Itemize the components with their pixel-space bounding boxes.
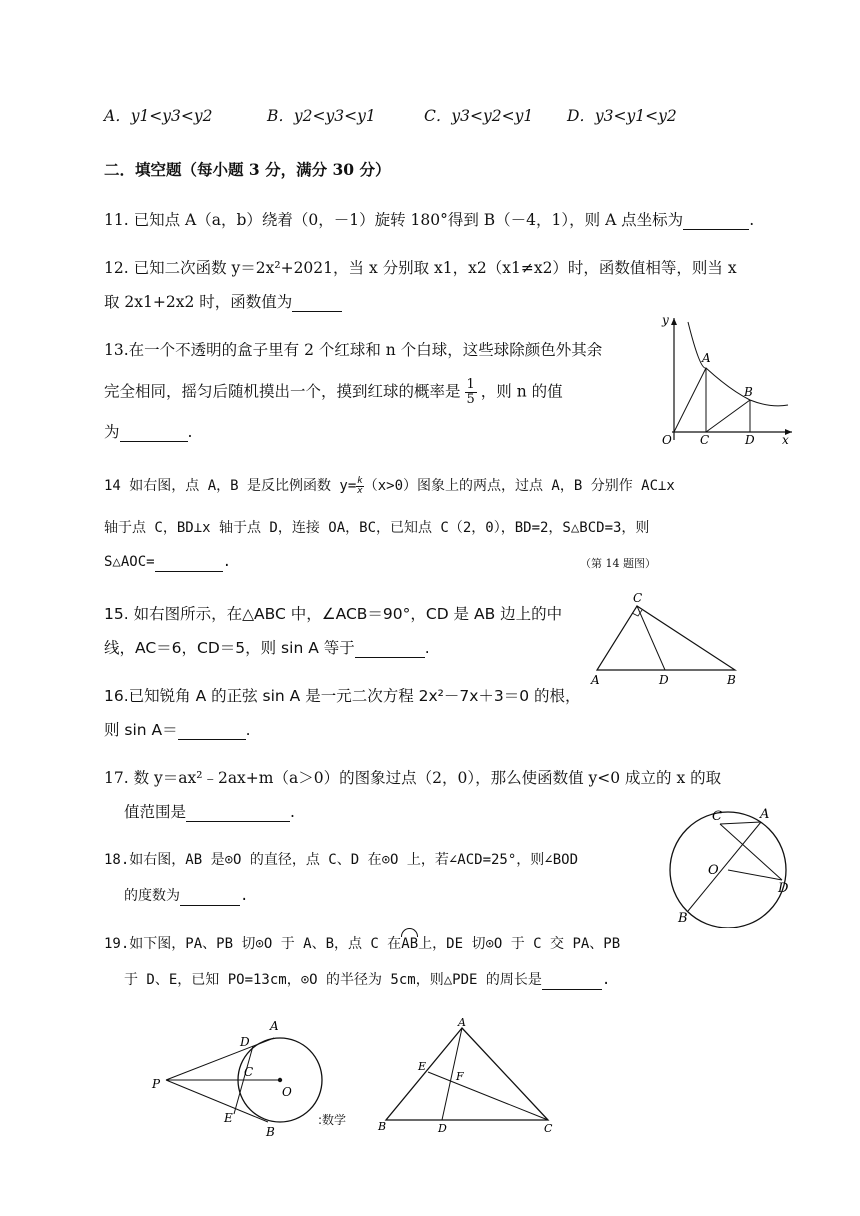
question-15-line1: 15. 如右图所示，在△ABC 中，∠ACB＝90°，CD 是 AB 边上的中: [104, 605, 563, 623]
label-d: D: [240, 1035, 250, 1049]
question-13-line2a: 完全相同，摇匀后随机摸出一个，摸到红球的概率是: [104, 382, 461, 401]
figure-18: [660, 808, 800, 928]
option-a: A．y1<y3<y2: [104, 107, 213, 125]
segment-oa: [674, 368, 706, 432]
question-16-line1: 16.已知锐角 A 的正弦 sin A 是一元二次方程 2x²－7x＋3＝0 的根，: [104, 687, 581, 705]
question-14-line1a: 14 如右图，点 A，B 是反比例函数 y=: [104, 478, 357, 494]
y-arrow: [671, 318, 677, 325]
question-13-line3-text: 为: [104, 423, 120, 441]
label-e: E: [418, 1060, 427, 1073]
label-c: C: [712, 809, 722, 824]
label-a: A: [270, 1019, 279, 1033]
question-12-line1: 12. 已知二次函数 y＝2x²+2021，当 x 分别取 x1，x2（x1≠x2）时，函数值相等，则当 x: [104, 259, 737, 277]
question-16-line2-text: 则 sin A＝: [104, 721, 178, 739]
question-15-line2-text: 线，AC＝6，CD＝5，则 sin A 等于: [104, 639, 355, 657]
question-19-line1a: 19.如下图，PA、PB 切⊙O 于 A、B，点 C 在: [104, 936, 402, 952]
question-11: 11. 已知点 A（a，b）绕着（0，－1）旋转 180°得到 B（－4，1），则 A 点坐标为 .: [104, 211, 755, 229]
answer-blank[interactable]: [542, 973, 602, 990]
figure-14: [640, 310, 800, 450]
label-d: D: [659, 673, 669, 687]
question-16-line2: 则 sin A＝ .: [104, 721, 251, 739]
question-17-line2-text: 值范围是: [124, 803, 187, 821]
segment-ec: [428, 1072, 548, 1120]
tangent-pa: [166, 1038, 274, 1080]
figure-19: [140, 1014, 340, 1144]
option-c: C．y3<y2<y1: [424, 107, 534, 125]
fraction-one-fifth: [465, 378, 477, 407]
label-b: B: [378, 1120, 387, 1133]
question-13-line2: [104, 378, 563, 407]
question-12-line2: [104, 292, 342, 312]
label-x: x: [782, 433, 789, 447]
answer-blank[interactable]: [120, 425, 188, 442]
label-d: D: [438, 1122, 447, 1135]
label-d: D: [778, 881, 789, 896]
label-o: O: [282, 1085, 292, 1099]
label-a: A: [702, 351, 711, 365]
chord-ca: [720, 822, 761, 824]
question-13-line2b: ，则 n 的值: [480, 382, 563, 401]
option-d: D．y3<y1<y2: [567, 107, 677, 125]
label-b: B: [727, 673, 736, 687]
question-14-line1b: （x>0）图象上的两点，过点 A，B 分别作 AC⊥x: [363, 478, 675, 494]
frac-num: k: [357, 475, 363, 486]
label-o: O: [708, 863, 719, 878]
question-13-line1: 13.在一个不透明的盒子里有 2 个红球和 n 个白球，这些球除颜色外其余: [104, 341, 603, 359]
label-d: D: [745, 433, 755, 447]
figure-15: [585, 588, 745, 688]
question-15-line2: 线，AC＝6，CD＝5，则 sin A 等于 .: [104, 639, 430, 657]
question-19-line1b: 上，DE 切⊙O 于 C 交 PA、PB: [418, 936, 621, 952]
answer-blank[interactable]: [180, 889, 240, 906]
question-18-line2-text: 的度数为: [124, 888, 180, 904]
triangle-abc: [386, 1028, 548, 1120]
answer-blank[interactable]: [155, 555, 223, 572]
center-dot: [278, 1078, 282, 1082]
question-14-line3: S△AOC= .: [104, 554, 232, 570]
label-f: F: [456, 1070, 464, 1083]
label-p: P: [152, 1077, 161, 1091]
label-a: A: [458, 1016, 466, 1029]
question-13-line3: 为 .: [104, 423, 193, 441]
answer-blank[interactable]: [186, 805, 290, 822]
label-a: A: [760, 808, 770, 822]
frac-num: 1: [466, 377, 475, 392]
answer-blank[interactable]: [178, 723, 246, 740]
label-c: C: [633, 591, 643, 605]
question-18-line1: 18.如右图，AB 是⊙O 的直径，点 C、D 在⊙O 上，若∠ACD=25°，则∠BOD: [104, 852, 579, 868]
diameter-ab: [688, 822, 761, 911]
question-14-line3-text: S△AOC=: [104, 554, 155, 570]
arc-ab: AB: [401, 936, 419, 952]
question-19-line2-text: 于 D、E，已知 PO=13cm，⊙O 的半径为 5cm，则△PDE 的周长是: [124, 972, 542, 988]
question-11-text: 11. 已知点 A（a，b）绕着（0，－1）旋转 180°得到 B（－4，1），则 A 点坐标为: [104, 211, 684, 229]
option-b: B．y2<y3<y1: [267, 107, 376, 125]
section-title: 二．填空题（每小题 3 分，满分 30 分）: [104, 160, 391, 179]
answer-blank[interactable]: [355, 641, 425, 658]
question-14-line2: 轴于点 C，BD⊥x 轴于点 D，连接 OA，BC，已知点 C（2，0），BD=2，S△BCD=3，则: [104, 520, 650, 536]
label-y: y: [662, 313, 669, 327]
figure-triangle: [370, 1014, 570, 1144]
question-12-line2-text: 取 2x1+2x2 时，函数值为: [104, 293, 293, 311]
label-b: B: [744, 385, 753, 399]
question-18-line2: 的度数为 .: [124, 888, 249, 904]
label-o: O: [662, 433, 672, 447]
label-c: C: [244, 1065, 254, 1079]
frac-den: x: [357, 485, 363, 496]
answer-blank[interactable]: [683, 213, 749, 230]
label-e: E: [224, 1111, 233, 1125]
fraction-k-over-x: [356, 477, 363, 496]
figure-14-caption: （第 14 题图）: [580, 557, 656, 570]
question-17-line1: 17. 数 y＝ax²﹣2ax+m（a＞0）的图象过点（2，0），那么使函数值 y<0 成立的 x 的取: [104, 769, 722, 787]
radius-od: [728, 870, 782, 880]
question-19-line1: [104, 934, 620, 954]
answer-blank[interactable]: [292, 295, 342, 312]
segment-bc: [706, 400, 750, 432]
stray-text: :数学: [318, 1113, 347, 1127]
question-14-line1: [104, 476, 675, 496]
label-b: B: [266, 1125, 275, 1139]
label-c: C: [700, 433, 710, 447]
label-c: C: [544, 1122, 553, 1135]
frac-den: 5: [466, 392, 475, 407]
question-19-line2: 于 D、E，已知 PO=13cm，⊙O 的半径为 5cm，则△PDE 的周长是 .: [124, 972, 611, 988]
label-a: A: [591, 673, 600, 687]
label-b: B: [678, 911, 688, 926]
tangent-pb: [166, 1080, 268, 1122]
triangle-abc: [597, 606, 735, 670]
question-17-line2: 值范围是 .: [124, 803, 295, 821]
